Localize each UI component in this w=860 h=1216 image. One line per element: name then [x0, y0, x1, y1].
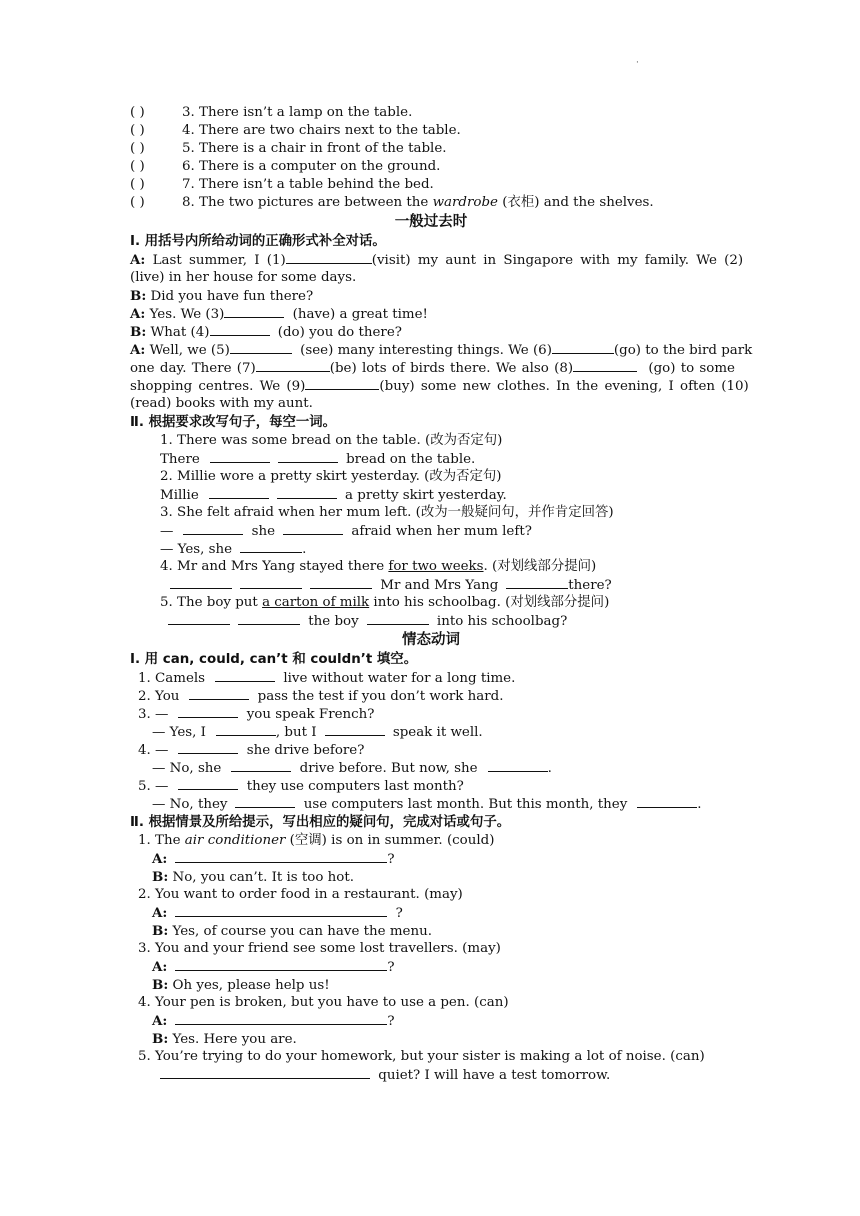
- blank[interactable]: [283, 522, 343, 535]
- answer-paren[interactable]: ( ): [130, 195, 145, 210]
- blank[interactable]: [189, 687, 249, 700]
- blank[interactable]: [210, 450, 270, 463]
- dialog-text: (live) in her house for some days.: [130, 270, 357, 285]
- item-text: speak it well.: [392, 725, 483, 740]
- reply-text: Yes, of course you can have the menu.: [168, 924, 432, 939]
- speaker-a: A:: [130, 252, 146, 268]
- blank[interactable]: [209, 486, 269, 499]
- dialog-text: (see) many interesting things. We (6): [295, 343, 552, 358]
- answer-paren[interactable]: ( ): [130, 123, 145, 138]
- dialog-line: [130, 323, 732, 341]
- speaker-a: A:: [130, 306, 146, 322]
- situation-line-a: [130, 1066, 732, 1084]
- blank-6[interactable]: [552, 341, 614, 354]
- blank-4[interactable]: [210, 323, 270, 336]
- judge-text: 5. There is a chair in front of the table.: [182, 141, 447, 156]
- blank[interactable]: [310, 576, 372, 589]
- reply-text: No, you can’t. It is too hot.: [168, 870, 355, 885]
- fill-item: [130, 705, 732, 723]
- judge-item: [130, 158, 732, 176]
- situation-section: [130, 832, 732, 1084]
- underlined-part: a carton of milk: [262, 595, 370, 610]
- dialog-text: What (4): [146, 325, 210, 340]
- dialog-line: [130, 287, 732, 305]
- question-text: 4. Mr and Mrs Yang stayed there: [160, 559, 389, 574]
- answer-paren[interactable]: ( ): [130, 159, 145, 174]
- rewrite-answer: [130, 612, 732, 630]
- underlined-part: for two weeks: [388, 559, 484, 574]
- rewrite-answer: [130, 540, 732, 558]
- situation-line-b: [130, 922, 732, 940]
- item-text: .: [697, 797, 702, 812]
- answer-blank[interactable]: [175, 850, 387, 863]
- item-text: pass the test if you don’t work hard.: [257, 689, 504, 704]
- situation-item: 5. You’re trying to do your homework, but your sister is making a lot of noise. (can): [138, 1049, 705, 1064]
- answer-text: Millie: [160, 488, 199, 503]
- dialog-line: [130, 305, 732, 323]
- dialog-text: shopping centres. We (9): [130, 379, 306, 394]
- item-text: live without water for a long time.: [283, 671, 516, 686]
- worksheet: [130, 104, 753, 1084]
- dialog-text: (read) books with my aunt.: [130, 396, 313, 411]
- situation-line-a: [130, 904, 732, 922]
- situation-item: [130, 832, 732, 850]
- item-text: 2. You: [138, 689, 180, 704]
- heading-text: 和: [287, 652, 311, 667]
- item-text: use computers last month. But this month, they: [303, 797, 628, 812]
- fill-item: [130, 723, 732, 741]
- item-text: you speak French?: [246, 707, 375, 722]
- blank[interactable]: [238, 612, 300, 625]
- judge-text: (衣柜) and the shelves.: [497, 195, 654, 210]
- situation-item: 3. You and your friend see some lost travellers. (may): [138, 941, 501, 956]
- dialog-text: Yes. We (3): [145, 307, 225, 322]
- rewrite-answer: [130, 522, 732, 540]
- judge-text: 3. There isn’t a lamp on the table.: [182, 105, 413, 120]
- answer-text: the boy: [308, 614, 359, 629]
- page-mark: ·: [636, 58, 639, 68]
- judge-text: 4. There are two chairs next to the table.: [182, 123, 461, 138]
- blank[interactable]: [240, 540, 302, 553]
- blank[interactable]: [178, 705, 238, 718]
- blank[interactable]: [215, 669, 275, 682]
- situation-line-a: [130, 850, 732, 868]
- item-text: — Yes, I: [152, 725, 206, 740]
- blank[interactable]: [506, 576, 568, 589]
- blank[interactable]: [216, 723, 276, 736]
- reply-text: Oh yes, please help us!: [168, 978, 330, 993]
- fill-item: [130, 777, 732, 795]
- dialog-text: Did you have fun there?: [146, 289, 314, 304]
- dialog-line: [130, 251, 744, 269]
- rewrite-section: [130, 432, 732, 630]
- blank[interactable]: [240, 576, 302, 589]
- question-mark: ?: [387, 1014, 395, 1029]
- blank[interactable]: [183, 522, 243, 535]
- speaker-a: A:: [152, 1013, 168, 1029]
- italic-word: wardrobe: [432, 195, 498, 210]
- speaker-b: B:: [130, 324, 147, 340]
- heading-text: couldn’t: [310, 652, 373, 667]
- question-text: 5. The boy put: [160, 595, 263, 610]
- speaker-b: B:: [152, 977, 169, 993]
- speaker-a: A:: [152, 851, 168, 867]
- blank[interactable]: [178, 741, 238, 754]
- blank[interactable]: [170, 576, 232, 589]
- rewrite-question: [130, 594, 732, 612]
- blank[interactable]: [235, 795, 295, 808]
- judge-item: [130, 104, 732, 122]
- answer-blank[interactable]: [175, 958, 387, 971]
- dialog-text: (be) lots of birds there. We also (8): [329, 361, 574, 376]
- blank[interactable]: [278, 450, 338, 463]
- situation-line-b: [130, 868, 732, 886]
- heading-text: 填空。: [372, 652, 418, 667]
- item-text: she drive before?: [246, 743, 365, 758]
- question-text: into his schoolbag. (对划线部分提问): [369, 595, 610, 610]
- answer-blank[interactable]: [175, 1012, 387, 1025]
- answer-paren[interactable]: ( ): [130, 141, 145, 156]
- past-part2-heading: Ⅱ. 根据要求改写句子，每空一词。: [130, 415, 337, 430]
- dialog-line: [130, 341, 753, 359]
- blank[interactable]: [277, 486, 337, 499]
- fill-item: [130, 669, 732, 687]
- answer-text: into his schoolbag?: [436, 614, 568, 629]
- past-part1-heading: Ⅰ. 用括号内所给动词的正确形式补全对话。: [130, 234, 386, 249]
- speaker-b: B:: [152, 923, 169, 939]
- speaker-b: B:: [152, 869, 169, 885]
- item-text: 4. —: [138, 743, 169, 758]
- rewrite-answer: [130, 576, 732, 594]
- blank-1[interactable]: [286, 251, 372, 264]
- rewrite-answer: [130, 450, 732, 468]
- heading-text: can, could, can’t: [162, 652, 288, 667]
- blank[interactable]: [178, 777, 238, 790]
- dialog-text: one day. There (7): [130, 361, 256, 376]
- situation-item: 2. You want to order food in a restaurant. (may): [138, 887, 463, 902]
- speaker-a: A:: [152, 905, 168, 921]
- item-text: (空调) is on in summer. (could): [285, 833, 495, 848]
- dialog-line: [130, 359, 735, 377]
- section-title-past: 一般过去时: [394, 214, 468, 230]
- dialog-line: [130, 269, 732, 287]
- item-text: 5. —: [138, 779, 169, 794]
- dialog-line: [130, 377, 749, 395]
- fill-item: [130, 795, 732, 813]
- blank-5[interactable]: [230, 341, 292, 354]
- judge-item: [130, 122, 732, 140]
- italic-word: air conditioner: [184, 833, 286, 848]
- item-text: they use computers last month?: [246, 779, 464, 794]
- item-text: , but I: [275, 725, 317, 740]
- answer-text: —: [160, 524, 174, 539]
- fill-item: [130, 687, 732, 705]
- speaker-a: A:: [152, 959, 168, 975]
- dialog-text: (go) to the bird park: [613, 343, 753, 358]
- judge-item: [130, 176, 732, 194]
- item-text: 1. The: [138, 833, 185, 848]
- answer-text: bread on the table.: [346, 452, 476, 467]
- dialog-text: (go) to some: [643, 361, 735, 376]
- judge-item: [130, 140, 732, 158]
- judge-text: 6. There is a computer on the ground.: [182, 159, 441, 174]
- blank[interactable]: [168, 612, 230, 625]
- item-text: 1. Camels: [138, 671, 206, 686]
- item-text: .: [547, 761, 552, 776]
- blank-7[interactable]: [256, 359, 330, 372]
- item-text: — No, they: [152, 797, 228, 812]
- rewrite-answer: [130, 486, 732, 504]
- modal-part1-heading: [130, 650, 732, 669]
- question-mark: ?: [387, 960, 395, 975]
- situation-line-a: [130, 1012, 732, 1030]
- answer-text: afraid when her mum left?: [351, 524, 532, 539]
- item-text: quiet? I will have a test tomorrow.: [378, 1068, 611, 1083]
- section-title-modal: 情态动词: [402, 632, 460, 648]
- blank-3[interactable]: [224, 305, 284, 318]
- question-mark: ?: [395, 906, 403, 921]
- item-text: drive before. But now, she: [299, 761, 478, 776]
- judge-text: 7. There isn’t a table behind the bed.: [182, 177, 434, 192]
- fill-item: [130, 741, 732, 759]
- rewrite-question: 2. Millie wore a pretty skirt yesterday. (改为否定句): [160, 469, 502, 484]
- situation-item: 4. Your pen is broken, but you have to use a pen. (can): [138, 995, 509, 1010]
- question-mark: ?: [387, 852, 395, 867]
- modal-part2-heading: Ⅱ. 根据情景及所给提示，写出相应的疑问句，完成对话或句子。: [130, 815, 511, 830]
- blank[interactable]: [637, 795, 697, 808]
- dialog-text: (do) you do there?: [273, 325, 402, 340]
- judge-section: [130, 104, 732, 212]
- fill-item: [130, 759, 732, 777]
- rewrite-question: 3. She felt afraid when her mum left. (改为一般疑问句，并作肯定回答): [160, 505, 614, 520]
- blank[interactable]: [231, 759, 291, 772]
- judge-item: [130, 194, 732, 212]
- answer-text: she: [251, 524, 276, 539]
- answer-text: Mr and Mrs Yang: [380, 578, 499, 593]
- answer-text: a pretty skirt yesterday.: [345, 488, 507, 503]
- answer-blank[interactable]: [175, 904, 387, 917]
- reply-text: Yes. Here you are.: [168, 1032, 297, 1047]
- rewrite-question: [130, 558, 732, 576]
- rewrite-question: 1. There was some bread on the table. (改为否定句): [160, 433, 503, 448]
- heading-text: Ⅰ. 用: [130, 652, 163, 667]
- answer-paren[interactable]: ( ): [130, 177, 145, 192]
- past-dialog: [130, 251, 753, 413]
- speaker-a: A:: [130, 342, 146, 358]
- answer-text: .: [302, 542, 307, 557]
- dialog-text: Well, we (5): [145, 343, 230, 358]
- answer-paren[interactable]: ( ): [130, 105, 145, 120]
- item-text: 3. —: [138, 707, 169, 722]
- blank-8[interactable]: [573, 359, 637, 372]
- dialog-text: (have) a great time!: [288, 307, 428, 322]
- blank[interactable]: [367, 612, 429, 625]
- blank-9[interactable]: [305, 377, 379, 390]
- dialog-text: (visit) my aunt in Singapore with my family. We (2): [371, 253, 744, 268]
- speaker-b: B:: [130, 288, 147, 304]
- answer-text: there?: [568, 578, 612, 593]
- blank[interactable]: [488, 759, 548, 772]
- answer-blank[interactable]: [160, 1066, 370, 1079]
- situation-line-b: [130, 976, 732, 994]
- judge-text: 8. The two pictures are between the: [182, 195, 433, 210]
- speaker-b: B:: [152, 1031, 169, 1047]
- answer-text: There: [160, 452, 200, 467]
- situation-line-a: [130, 958, 732, 976]
- dialog-line: [130, 395, 732, 413]
- blank[interactable]: [325, 723, 385, 736]
- item-text: — No, she: [152, 761, 222, 776]
- question-text: . (对划线部分提问): [483, 559, 597, 574]
- modal-fill-section: [130, 669, 732, 813]
- dialog-text: (buy) some new clothes. In the evening, I often (10): [379, 379, 749, 394]
- answer-text: — Yes, she: [160, 542, 233, 557]
- dialog-text: Last summer, I (1): [145, 253, 286, 268]
- situation-line-b: [130, 1030, 732, 1048]
